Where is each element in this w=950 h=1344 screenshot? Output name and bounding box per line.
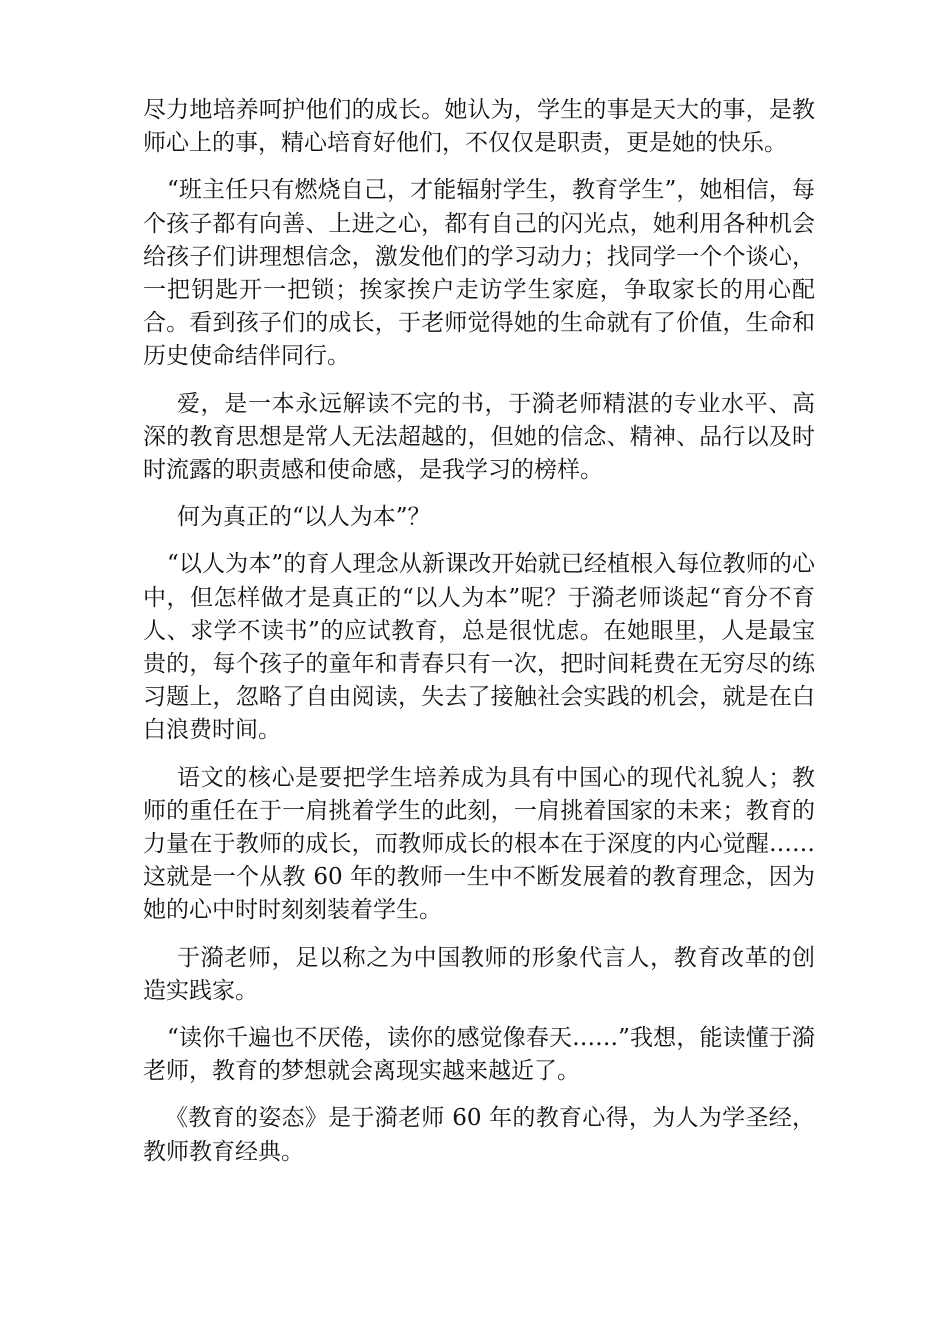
- paragraph-8: 《教育的姿态》是于漪老师 60 年的教育心得，为人为学圣经，教师教育经典。: [143, 1105, 815, 1165]
- paragraph-3: 爱，是一本永远解读不完的书，于漪老师精湛的专业水平、高深的教育思想是常人无法超越的，但她的信念、精神、品行以及时时流露的职责感和使命感，是我学习的榜样。: [143, 390, 815, 484]
- paragraph-1: 尽力地培养呵护他们的成长。她认为，学生的事是天大的事，是教师心上的事，精心培育好他们，不仅仅是职责，更是她的快乐。: [143, 97, 815, 157]
- paragraph-5: 语文的核心是要把学生培养成为具有中国心的现代礼貌人；教师的重任在于一肩挑着学生的此刻，一肩挑着国家的未来；教育的力量在于教师的成长，而教师成长的根本在于深度的内心觉醒……这就是一个从教 60 年的教师一生中不断发展着的教育理念，因为她的心中时时刻刻装着学生。: [143, 764, 815, 924]
- section-heading: 何为真正的“以人为本”？: [177, 504, 431, 531]
- document-body: [143, 94, 815, 1183]
- paragraph-6: 于漪老师，足以称之为中国教师的形象代言人，教育改革的创造实践家。: [143, 944, 815, 1004]
- paragraph-4: “以人为本”的育人理念从新课改开始就已经植根入每位教师的心中，但怎样做才是真正的“以人为本”呢？于漪老师谈起“育分不育人、求学不读书”的应试教育，总是很忧虑。在她眼里，人是最宝贵的，每个孩子的童年和青春只有一次，把时间耗费在无穷尽的练习题上，忽略了自由阅读，失去了接触社会实践的机会，就是在白白浪费时间。: [143, 551, 815, 744]
- paragraph-2: “班主任只有燃烧自己，才能辐射学生，教育学生”，她相信，每个孩子都有向善、上进之心，都有自己的闪光点，她利用各种机会给孩子们讲理想信念，激发他们的学习动力；找同学一个个谈心，一把钥匙开一把锁；挨家挨户走访学生家庭，争取家长的用心配合。看到孩子们的成长，于老师觉得她的生命就有了价值，生命和历史使命结伴同行。: [143, 177, 815, 370]
- paragraph-7: “读你千遍也不厌倦，读你的感觉像春天……”我想，能读懂于漪老师，教育的梦想就会离现实越来越近了。: [143, 1025, 815, 1085]
